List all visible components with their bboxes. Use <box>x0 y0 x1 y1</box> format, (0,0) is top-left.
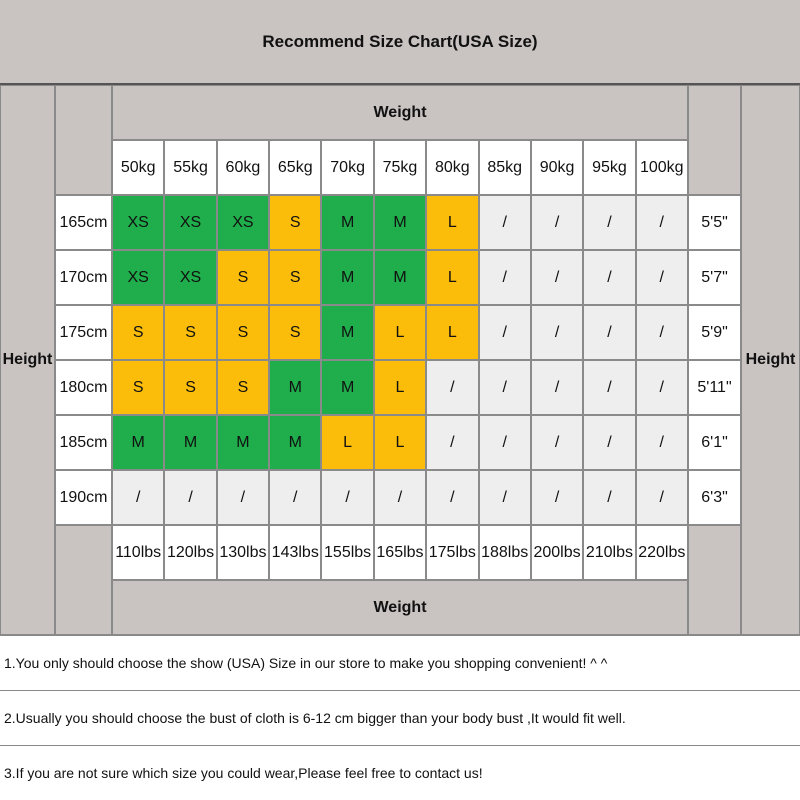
size-cell: / <box>479 415 531 470</box>
size-cell: / <box>164 470 216 525</box>
size-cell: M <box>217 415 269 470</box>
size-cell: / <box>583 470 635 525</box>
size-cell: / <box>112 470 164 525</box>
size-cell: L <box>374 415 426 470</box>
size-cell: / <box>426 470 478 525</box>
height-cm-label: 185cm <box>55 415 112 470</box>
size-cell: S <box>112 360 164 415</box>
weight-kg-header: 55kg <box>164 140 216 195</box>
size-cell: M <box>269 415 321 470</box>
height-cm-label: 165cm <box>55 195 112 250</box>
size-cell: M <box>321 195 373 250</box>
size-cell: S <box>112 305 164 360</box>
weight-kg-header: 100kg <box>636 140 688 195</box>
size-cell: L <box>426 250 478 305</box>
size-cell: M <box>321 360 373 415</box>
size-cell: XS <box>164 250 216 305</box>
size-cell: / <box>531 250 583 305</box>
height-ft-label: 5'9" <box>688 305 741 360</box>
size-cell: / <box>479 250 531 305</box>
corner-bottom-left <box>55 525 112 635</box>
height-ft-label: 6'1" <box>688 415 741 470</box>
size-cell: L <box>374 305 426 360</box>
size-cell: / <box>636 415 688 470</box>
weight-lbs-header: 210lbs <box>583 525 635 580</box>
size-cell: / <box>531 360 583 415</box>
size-cell: XS <box>112 250 164 305</box>
size-cell: / <box>479 195 531 250</box>
size-cell: XS <box>112 195 164 250</box>
weight-kg-header: 95kg <box>583 140 635 195</box>
chart-title: Recommend Size Chart(USA Size) <box>0 0 800 85</box>
weight-lbs-header: 110lbs <box>112 525 164 580</box>
size-cell: / <box>583 195 635 250</box>
corner-top-left <box>55 85 112 195</box>
weight-kg-header: 60kg <box>217 140 269 195</box>
height-ft-label: 6'3" <box>688 470 741 525</box>
size-cell: / <box>583 305 635 360</box>
weight-kg-header: 70kg <box>321 140 373 195</box>
size-cell: / <box>636 360 688 415</box>
size-cell: L <box>321 415 373 470</box>
size-cell: M <box>374 195 426 250</box>
size-cell: XS <box>217 195 269 250</box>
size-cell: S <box>217 250 269 305</box>
size-cell: S <box>217 305 269 360</box>
weight-lbs-header: 165lbs <box>374 525 426 580</box>
size-cell: / <box>531 305 583 360</box>
height-cm-label: 180cm <box>55 360 112 415</box>
size-cell: M <box>112 415 164 470</box>
note-1: 1.You only should choose the show (USA) Size in our store to make you shopping convenient! ^ ^ <box>0 635 800 690</box>
size-cell: S <box>269 250 321 305</box>
weight-lbs-header: 130lbs <box>217 525 269 580</box>
weight-lbs-header: 175lbs <box>426 525 478 580</box>
size-cell: / <box>531 195 583 250</box>
weight-kg-header: 50kg <box>112 140 164 195</box>
weight-lbs-header: 188lbs <box>479 525 531 580</box>
weight-kg-header: 80kg <box>426 140 478 195</box>
size-cell: / <box>479 470 531 525</box>
size-cell: / <box>636 195 688 250</box>
weight-lbs-header: 200lbs <box>531 525 583 580</box>
note-2: 2.Usually you should choose the bust of cloth is 6-12 cm bigger than your body bust ,It would fit well. <box>0 690 800 745</box>
size-cell: L <box>426 305 478 360</box>
size-cell: / <box>374 470 426 525</box>
size-cell: / <box>583 360 635 415</box>
size-cell: / <box>426 360 478 415</box>
size-cell: S <box>269 195 321 250</box>
size-cell: L <box>374 360 426 415</box>
weight-label-top: Weight <box>112 85 688 140</box>
height-label-right: Height <box>741 85 800 635</box>
weight-kg-header: 85kg <box>479 140 531 195</box>
size-cell: M <box>374 250 426 305</box>
note-3: 3.If you are not sure which size you could wear,Please feel free to contact us! <box>0 745 800 800</box>
corner-top-right <box>688 85 741 195</box>
weight-lbs-header: 120lbs <box>164 525 216 580</box>
size-cell: S <box>217 360 269 415</box>
size-cell: S <box>164 360 216 415</box>
size-cell: / <box>636 250 688 305</box>
weight-lbs-header: 220lbs <box>636 525 688 580</box>
weight-kg-header: 90kg <box>531 140 583 195</box>
size-chart-table <box>0 85 800 635</box>
height-cm-label: 170cm <box>55 250 112 305</box>
size-cell: / <box>636 305 688 360</box>
weight-lbs-header: 155lbs <box>321 525 373 580</box>
size-cell: / <box>583 415 635 470</box>
height-ft-label: 5'5" <box>688 195 741 250</box>
size-cell: / <box>531 415 583 470</box>
size-cell: / <box>269 470 321 525</box>
weight-label-bottom: Weight <box>112 580 688 635</box>
height-ft-label: 5'7" <box>688 250 741 305</box>
size-cell: / <box>479 360 531 415</box>
size-cell: / <box>583 250 635 305</box>
size-cell: L <box>426 195 478 250</box>
height-label-left: Height <box>0 85 55 635</box>
size-cell: / <box>217 470 269 525</box>
size-cell: / <box>531 470 583 525</box>
size-cell: XS <box>164 195 216 250</box>
size-cell: M <box>164 415 216 470</box>
height-cm-label: 175cm <box>55 305 112 360</box>
size-cell: / <box>479 305 531 360</box>
corner-bottom-right <box>688 525 741 635</box>
height-cm-label: 190cm <box>55 470 112 525</box>
size-cell: / <box>426 415 478 470</box>
size-cell: / <box>321 470 373 525</box>
weight-lbs-header: 143lbs <box>269 525 321 580</box>
size-cell: / <box>636 470 688 525</box>
size-cell: S <box>269 305 321 360</box>
size-cell: M <box>321 250 373 305</box>
size-cell: S <box>164 305 216 360</box>
weight-kg-header: 75kg <box>374 140 426 195</box>
size-cell: M <box>321 305 373 360</box>
height-ft-label: 5'11" <box>688 360 741 415</box>
weight-kg-header: 65kg <box>269 140 321 195</box>
size-cell: M <box>269 360 321 415</box>
